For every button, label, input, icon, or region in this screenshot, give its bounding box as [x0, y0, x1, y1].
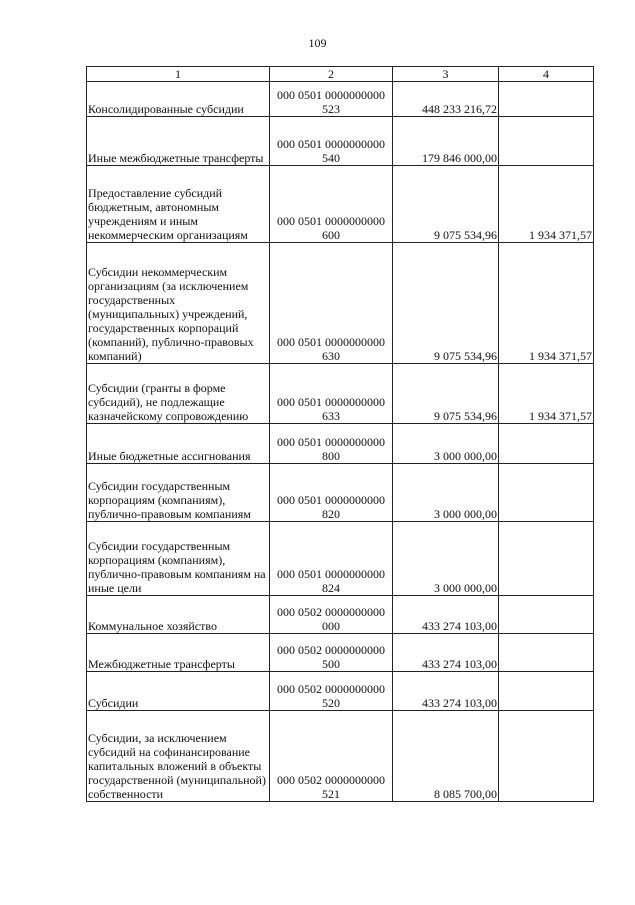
- table-row: [87, 364, 594, 424]
- row-code-type: 820: [322, 507, 340, 521]
- table-row: [87, 82, 594, 117]
- row-code: [270, 364, 393, 424]
- row-amount: 9 075 534,96: [393, 364, 499, 424]
- row-code-main: 000 0501 0000000000: [277, 335, 385, 349]
- row-amount: 433 274 103,00: [393, 672, 499, 711]
- row-code: [270, 634, 393, 672]
- row-name: Субсидии, за исключением субсидий на софинансирование капитальных вложений в объекты государственной (муниципальной) собственности: [87, 711, 270, 802]
- row-code-main: 000 0501 0000000000: [277, 395, 385, 409]
- table-row: [87, 596, 594, 634]
- row-code-type: 000: [322, 619, 340, 633]
- row-code-main: 000 0501 0000000000: [277, 88, 385, 102]
- row-amount: 9 075 534,96: [393, 243, 499, 364]
- row-name: Субсидии некоммерческим организациям (за исключением государственных (муниципальных) учреждений, государственных корпораций (компаний), публично-правовых компаний): [87, 243, 270, 364]
- table-row: [87, 522, 594, 596]
- row-extra: [499, 117, 594, 166]
- row-name: Иные межбюджетные трансферты: [87, 117, 270, 166]
- row-name: Субсидии (гранты в форме субсидий), не подлежащие казначейскому сопровождению: [87, 364, 270, 424]
- row-code-main: 000 0501 0000000000: [277, 214, 385, 228]
- row-amount: 3 000 000,00: [393, 464, 499, 522]
- row-code: [270, 522, 393, 596]
- row-extra: [499, 634, 594, 672]
- column-number-row: [87, 67, 594, 82]
- row-code-main: 000 0501 0000000000: [277, 137, 385, 151]
- table-row: [87, 672, 594, 711]
- row-amount: 3 000 000,00: [393, 424, 499, 464]
- column-number: 1: [87, 67, 270, 82]
- row-code-main: 000 0502 0000000000: [277, 643, 385, 657]
- row-amount: 433 274 103,00: [393, 634, 499, 672]
- row-code-main: 000 0502 0000000000: [277, 682, 385, 696]
- row-code-type: 824: [322, 581, 340, 595]
- table-row: [87, 117, 594, 166]
- table-row: [87, 243, 594, 364]
- row-extra: 1 934 371,57: [499, 364, 594, 424]
- row-extra: [499, 522, 594, 596]
- row-code-main: 000 0502 0000000000: [277, 773, 385, 787]
- row-code-type: 523: [322, 102, 340, 116]
- table-row: [87, 166, 594, 243]
- row-amount: 448 233 216,72: [393, 82, 499, 117]
- table-row: [87, 464, 594, 522]
- row-code-main: 000 0501 0000000000: [277, 493, 385, 507]
- row-amount: 3 000 000,00: [393, 522, 499, 596]
- row-extra: [499, 464, 594, 522]
- row-name: Субсидии: [87, 672, 270, 711]
- column-number: 4: [499, 67, 594, 82]
- row-name: Межбюджетные трансферты: [87, 634, 270, 672]
- row-code-type: 540: [322, 151, 340, 165]
- row-name: Иные бюджетные ассигнования: [87, 424, 270, 464]
- table-row: [87, 424, 594, 464]
- row-extra: 1 934 371,57: [499, 166, 594, 243]
- row-code-type: 800: [322, 449, 340, 463]
- row-extra: [499, 424, 594, 464]
- row-name: Субсидии государственным корпорациям (компаниям), публично-правовым компаниям на иные цели: [87, 522, 270, 596]
- row-code-main: 000 0501 0000000000: [277, 435, 385, 449]
- column-number: 3: [393, 67, 499, 82]
- row-extra: [499, 672, 594, 711]
- row-code: [270, 672, 393, 711]
- row-amount: 8 085 700,00: [393, 711, 499, 802]
- row-extra: [499, 82, 594, 117]
- row-extra: [499, 596, 594, 634]
- row-code: [270, 711, 393, 802]
- row-code-type: 633: [322, 409, 340, 423]
- row-name: Предоставление субсидий бюджетным, автономным учреждениям и иным некоммерческим организациям: [87, 166, 270, 243]
- budget-table: [86, 66, 594, 802]
- row-code: [270, 82, 393, 117]
- table-row: [87, 634, 594, 672]
- row-amount: 433 274 103,00: [393, 596, 499, 634]
- row-code: [270, 243, 393, 364]
- row-extra: [499, 711, 594, 802]
- row-amount: 9 075 534,96: [393, 166, 499, 243]
- row-name: Субсидии государственным корпорациям (компаниям), публично-правовым компаниям: [87, 464, 270, 522]
- row-code-type: 600: [322, 228, 340, 242]
- table-row: [87, 711, 594, 802]
- row-code: [270, 117, 393, 166]
- column-number: 2: [270, 67, 393, 82]
- row-code: [270, 166, 393, 243]
- row-code: [270, 424, 393, 464]
- row-code-main: 000 0501 0000000000: [277, 567, 385, 581]
- page-number: 109: [308, 36, 327, 50]
- row-name: Коммунальное хозяйство: [87, 596, 270, 634]
- row-extra: 1 934 371,57: [499, 243, 594, 364]
- row-code: [270, 596, 393, 634]
- row-name: Консолидированные субсидии: [87, 82, 270, 117]
- row-code-type: 521: [322, 787, 340, 801]
- row-amount: 179 846 000,00: [393, 117, 499, 166]
- row-code-type: 520: [322, 696, 340, 710]
- row-code-main: 000 0502 0000000000: [277, 605, 385, 619]
- row-code: [270, 464, 393, 522]
- row-code-type: 500: [322, 657, 340, 671]
- row-code-type: 630: [322, 349, 340, 363]
